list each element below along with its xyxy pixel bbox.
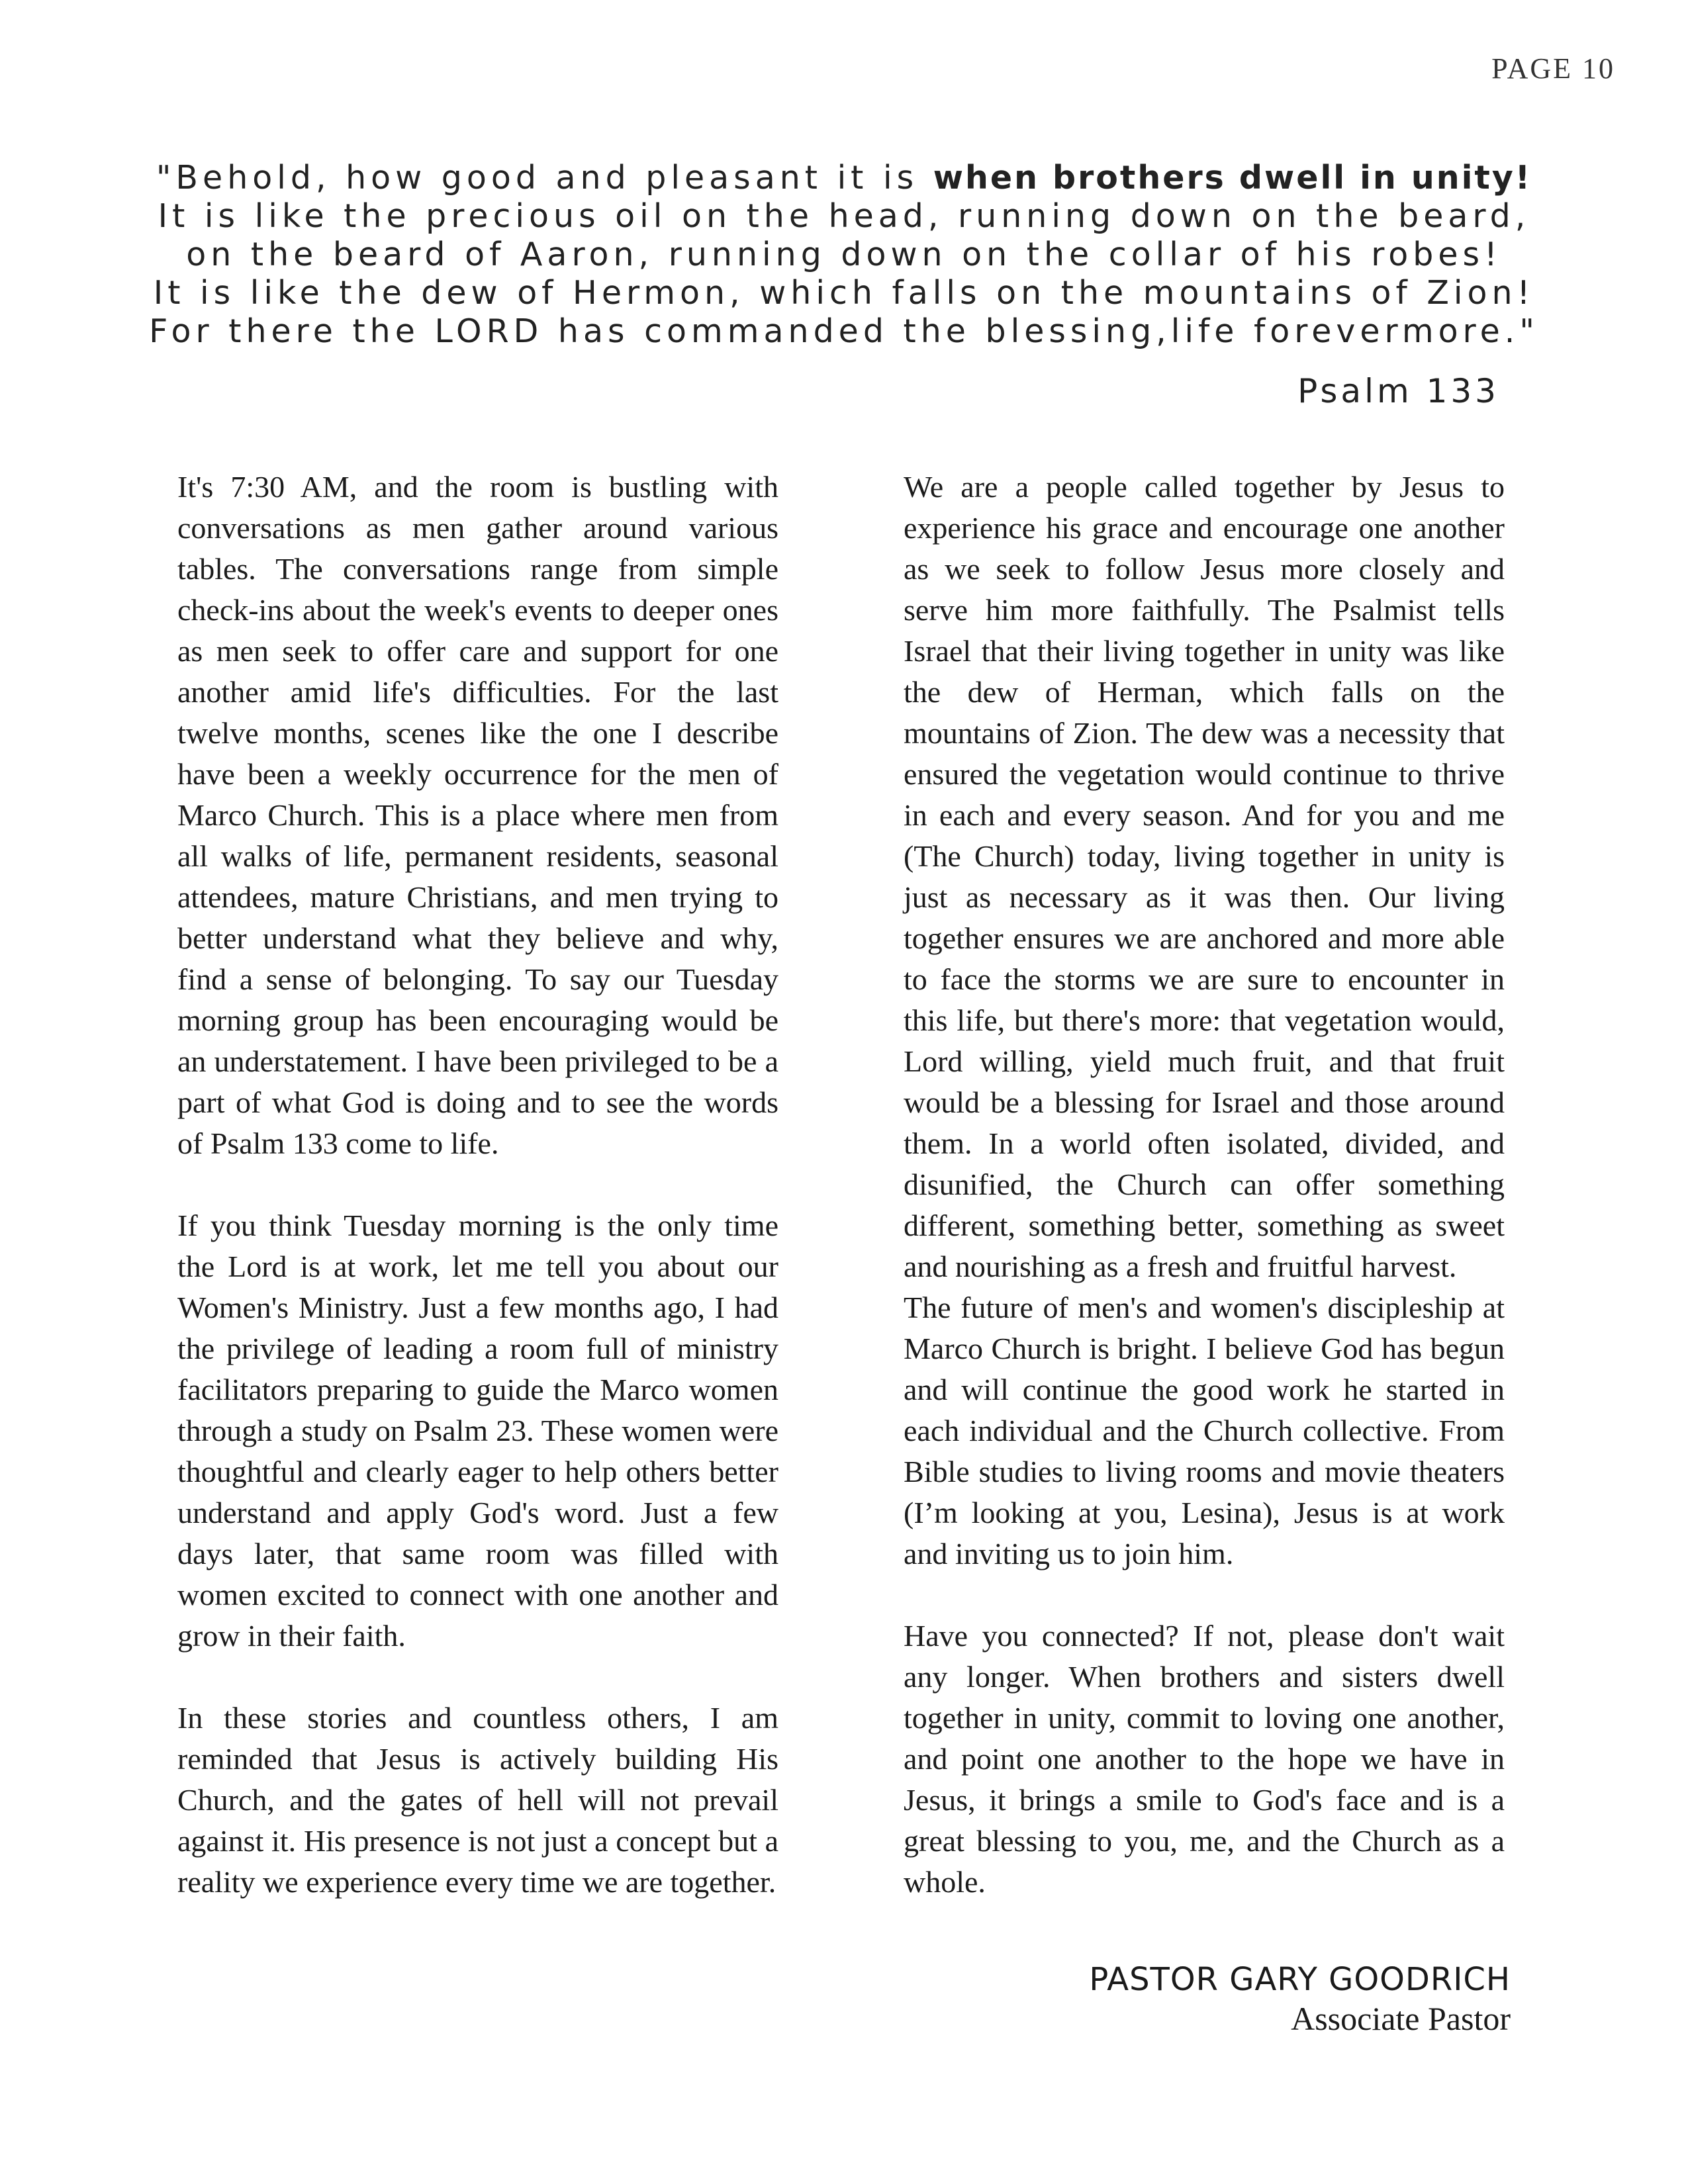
- article-paragraph: If you think Tuesday morning is the only time the Lord is at work, let me tell you about our Women's Ministry. Just a few months ago, I had the privilege of leading a room full of ministry facilitators preparing to guide the Marco women through a study on Psalm 23. These women were thoughtful and clearly eager to help others better understand and apply God's word. Just a few days later, that same room was filled with women excited to connect with one another and grow in their faith.: [177, 1208, 778, 1653]
- quote-line-5: For there the LORD has commanded the blessing,life forevermore.": [149, 312, 1539, 350]
- article-paragraph: In these stories and countless others, I am reminded that Jesus is actively building His Church, and the gates of hell will not prevail against it. His presence is not just a concept but a reality we experience every time we are together.: [177, 1701, 778, 1899]
- author-title: Associate Pastor: [1291, 2000, 1511, 2037]
- quote-reference: Psalm 133: [1297, 372, 1499, 410]
- article-paragraph: We are a people called together by Jesus to experience his grace and encourage one another as we seek to follow Jesus more closely and serve him more faithfully. The Psalmist tells Israel that their living together in unity was like the dew of Herman, which falls on the mountains of Zion. The dew was a necessity that ensured the vegetation would continue to thrive in each and every season. And for you and me (The Church) today, living together in unity is just as necessary as it was then. Our living together ensures we are anchored and more able to face the storms we are sure to encounter in this life, but there's more: that vegetation would, Lord willing, yield much fruit, and that fruit would be a blessing for Israel and those around them. In a world often isolated, divided, and disunified, the Church can offer something different, something better, something as sweet and nourishing as a fresh and fruitful harvest.: [904, 470, 1505, 1283]
- quote-line-1-bold: when brothers dwell in unity!: [933, 159, 1532, 197]
- quote-line-4: It is like the dew of Hermon, which falls on the mountains of Zion!: [153, 274, 1535, 312]
- quote-line-3: on the beard of Aaron, running down on the collar of his robes!: [186, 236, 1502, 273]
- quote-line-1: [146, 159, 1542, 197]
- page-number: PAGE 10: [1491, 52, 1615, 85]
- scripture-quote: [146, 159, 1542, 351]
- author-name: PASTOR GARY GOODRICH: [1089, 1961, 1511, 1998]
- article-paragraph: Have you connected? If not, please don't wait any longer. When brothers and sisters dwell together in unity, commit to loving one another, and point one another to the hope we have in Jesus, it brings a smile to God's face and is a great blessing to you, me, and the Church as a whole.: [904, 1619, 1505, 1899]
- article-paragraph: It's 7:30 AM, and the room is bustling with conversations as men gather around various tables. The conversations range from simple check-ins about the week's events to deeper ones as men seek to offer care and support for one another amid life's difficulties. For the last twelve months, scenes like the one I describe have been a weekly occurrence for the men of Marco Church. This is a place where men from all walks of life, permanent residents, seasonal attendees, mature Christians, and men trying to better understand what they believe and why, find a sense of belonging. To say our Tuesday morning group has been encouraging would be an understatement. I have been privileged to be a part of what God is doing and to see the words of Psalm 133 come to life.: [177, 470, 778, 1160]
- article-left-column: [177, 467, 778, 1903]
- author-signature: [1089, 1959, 1511, 2037]
- quote-line-1-regular: "Behold, how good and pleasant it is: [156, 159, 933, 197]
- article-paragraph: The future of men's and women's discipleship at Marco Church is bright. I believe God has begun and will continue the good work he started in each individual and the Church collective. From Bible studies to living rooms and movie theaters (I’m looking at you, Lesina), Jesus is at work and inviting us to join him.: [904, 1291, 1505, 1570]
- article-right-column: [904, 467, 1505, 1903]
- quote-line-2: It is like the precious oil on the head, running down on the beard,: [158, 197, 1530, 235]
